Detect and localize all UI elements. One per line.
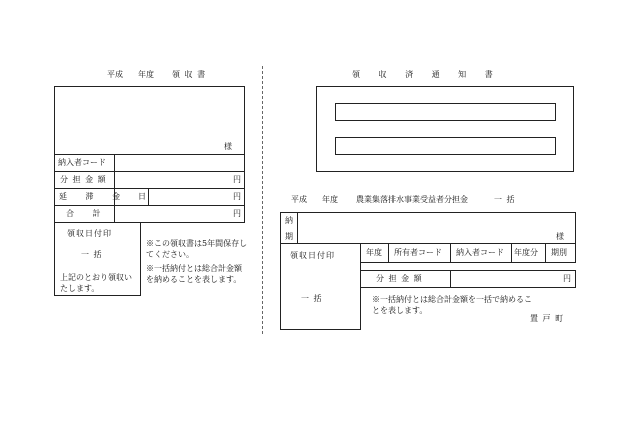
notice-column-header: 年度: [366, 248, 382, 257]
notice-town: 置 戸 町: [530, 314, 565, 323]
receipt-row-label: 延 滞 金: [59, 192, 129, 201]
receipt-row-label: 納入者コード: [58, 158, 106, 167]
notice-header-ikkatsu: 一 括: [494, 195, 516, 204]
notice-amount-unit: 円: [563, 274, 571, 283]
receipt-row-line: [54, 171, 245, 172]
receipt-title-year: 年度: [138, 70, 154, 79]
notice-title: 領 収 済 通 知 書: [352, 70, 501, 79]
receipt-row-line: [54, 188, 245, 189]
notice-column-header: 年度分: [514, 248, 538, 257]
receipt-row-line: [54, 205, 245, 206]
receipt-title-era: 平成: [107, 70, 123, 79]
notice-col-line: [545, 243, 546, 263]
notice-col-line: [450, 270, 451, 288]
notice-label-no: 納: [285, 216, 293, 225]
receipt-note: ※一括納付とは総合計金額を納めることを表します。: [146, 264, 242, 284]
receipt-row-label: 分 担 金 額: [60, 175, 107, 184]
notice-amount-label: 分 担 金 額: [376, 274, 423, 283]
receipt-stamp-note: 上記のとおり領収いたします。: [60, 273, 132, 293]
receipt-title: 領 収 書: [172, 70, 207, 79]
receipt-col-line: [148, 188, 149, 205]
notice-note: ※一括納付とは総合計金額を一括で納めることを表します。: [372, 295, 532, 315]
notice-col-line: [450, 243, 451, 263]
notice-col-line: [297, 212, 298, 244]
receipt-row-label: 合 計: [66, 209, 109, 218]
notice-address-line: [335, 103, 556, 121]
notice-header-year: 年度: [322, 195, 338, 204]
notice-name-band: [280, 212, 576, 244]
notice-ikkatsu: 一 括: [301, 294, 323, 303]
notice-col-line: [388, 243, 389, 263]
receipt-col-line: [114, 154, 115, 223]
receipt-note: ※この領収書は5年間保存してください。: [146, 239, 248, 259]
notice-address-line: [335, 137, 556, 155]
notice-column-header: 所有者コード: [394, 248, 442, 257]
notice-header-desc: 農業集落排水事業受益者分担金: [356, 195, 468, 204]
notice-stamp-label: 領収日付印: [290, 251, 335, 260]
notice-address-frame: [316, 86, 574, 172]
notice-sama: 様: [556, 232, 564, 241]
receipt-row-value: 円: [233, 175, 241, 184]
receipt-row-line: [54, 154, 245, 155]
notice-column-header: 期別: [551, 248, 567, 257]
notice-col-line: [511, 243, 512, 263]
receipt-ikkatsu: 一 括: [81, 250, 103, 259]
cut-line: [262, 66, 263, 334]
receipt-row-value: 円: [233, 209, 241, 218]
receipt-row-mid: 日: [138, 192, 146, 201]
receipt-stamp-label: 領収日付印: [67, 229, 112, 238]
receipt-sama: 様: [224, 142, 232, 151]
notice-label-ki: 期: [285, 232, 293, 241]
notice-column-header: 納入者コード: [456, 248, 504, 257]
receipt-row-value: 円: [233, 192, 241, 201]
notice-header-era: 平成: [291, 195, 307, 204]
